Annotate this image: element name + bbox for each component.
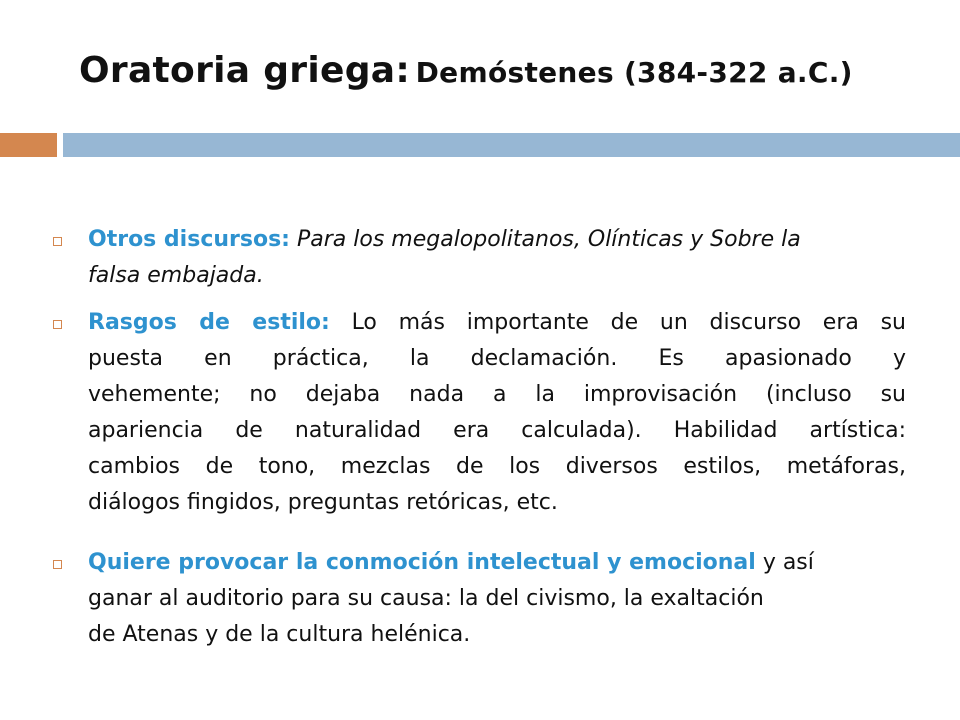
- bullet-text-line: ganar al auditorio para su causa: la del civismo, la exaltación: [88, 586, 764, 611]
- bullet-text-line: puesta en práctica, la declamación. Es apasionado y: [88, 346, 906, 371]
- bullet-conmocion: [88, 545, 906, 653]
- bullet-text-line: vehemente; no dejaba nada a la improvisación (incluso su: [88, 382, 906, 407]
- square-bullet-icon: [53, 237, 62, 246]
- bullet-text-line: cambios de tono, mezclas de los diversos estilos, metáforas,: [88, 454, 906, 479]
- bullet-text-line: apariencia de naturalidad era calculada). Habilidad artística:: [88, 418, 906, 443]
- bullet-text-line: de Atenas y de la cultura helénica.: [88, 622, 471, 647]
- bullet-text-line: diálogos fingidos, preguntas retóricas, etc.: [88, 490, 558, 515]
- bullet-text-line: y así: [762, 550, 814, 575]
- bullet-otros-discursos: [88, 222, 906, 294]
- title-main: Oratoria griega:: [79, 50, 411, 91]
- bullet-lead: Rasgos de estilo:: [88, 310, 330, 335]
- bullet-text-line: falsa embajada.: [88, 263, 264, 288]
- square-bullet-icon: [53, 320, 62, 329]
- bullet-lead: Otros discursos:: [88, 227, 290, 252]
- bullet-rasgos-de-estilo: [88, 305, 906, 521]
- bullet-lead: Quiere provocar la conmoción intelectual y emocional: [88, 550, 756, 575]
- square-bullet-icon: [53, 560, 62, 569]
- bullet-text-line: Lo más importante de un discurso era su: [351, 310, 906, 335]
- bullet-text-line: Para los megalopolitanos, Olínticas y Sobre la: [296, 227, 801, 252]
- title-subtitle: Demóstenes (384-322 a.C.): [415, 56, 853, 89]
